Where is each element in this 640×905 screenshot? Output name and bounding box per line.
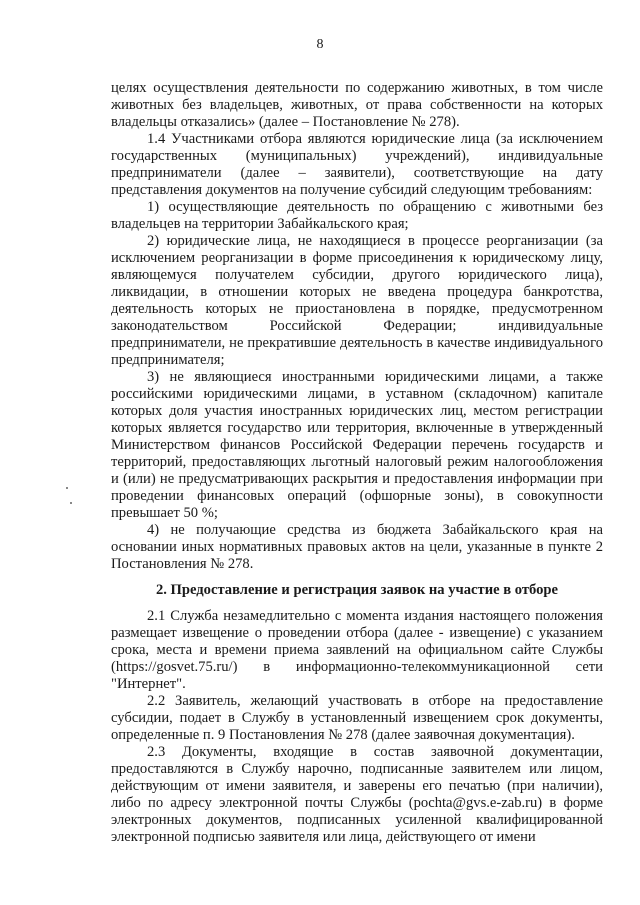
paragraph-2-2: 2.2 Заявитель, желающий участвовать в отборе на предоставление субсидии, подает в Службу в установленный извещением срок документы, определенные п. 9 Постановления № 278 (далее заявочная документация). [111,693,603,743]
scan-speck [66,487,68,489]
paragraph-continuation: целях осуществления деятельности по содержанию животных, в том числе животных без владельцев, животных, от права собственности на которых владельцы отказались» (далее – Постановление № 278). [111,80,603,130]
section-heading: 2. Предоставление и регистрация заявок на участие в отборе [155,582,559,598]
paragraph-2-3: 2.3 Документы, входящие в состав заявочной документации, предоставляются в Службу нарочно, подписанные заявителем или лицом, действующим от имени заявителя, и заверены его печатью (при наличии), либо по адресу электронной почты Службы (pochta@gvs.e-zab.ru) в форме электронных документов, подписанных усиленной квалифицированной электронной подписью заявителя или лица, действующего от имени [111,744,603,845]
scan-speck [70,502,72,504]
list-item-4: 4) не получающие средства из бюджета Забайкальского края на основании иных нормативных правовых актов на цели, указанные в пункте 2 Постановления № 278. [111,522,603,572]
page-number: 8 [316,37,324,52]
list-item-2: 2) юридические лица, не находящиеся в процессе реорганизации (за исключением реорганизации в форме присоединения к юридическому лицу, являющемуся получателем субсидии, другого юридического лица), ликвидации, в отношении которых не введена процедура банкротства, деятельность которых не приостановлена в порядке, предусмотренном законодательством Российской Федерации; индивидуальные предприниматели, не прекратившие деятельность в качестве индивидуального предпринимателя; [111,233,603,368]
paragraph-2-1: 2.1 Служба незамедлительно с момента издания настоящего положения размещает извещение о проведении отбора (далее - извещение) с указанием срока, места и времени приема заявлений на официальном сайте Службы (https://gosvet.75.ru/) в информационно-телекоммуникационной сети "Интернет". [111,608,603,692]
paragraph-1-4: 1.4 Участниками отбора являются юридические лица (за исключением государственных (муниципальных) учреждений), индивидуальные предприниматели (далее – заявители), соответствующие на дату представления документов на получение субсидий следующим требованиям: [111,131,603,198]
list-item-1: 1) осуществляющие деятельность по обращению с животными без владельцев на территории Забайкальского края; [111,199,603,232]
list-item-3: 3) не являющиеся иностранными юридическими лицами, а также российскими юридическими лицами, в уставном (складочном) капитале которых доля участия иностранных юридических лиц, местом регистрации которых является государство или территория, включенные в утвержденный Министерством финансов Российской Федерации перечень государств и территорий, предоставляющих льготный налоговый режим налогообложения и (или) не предусматривающих раскрытия и предоставления информации при проведении финансовых операций (офшорные зоны), в совокупности превышает 50 %; [111,369,603,521]
document-body [111,80,603,846]
